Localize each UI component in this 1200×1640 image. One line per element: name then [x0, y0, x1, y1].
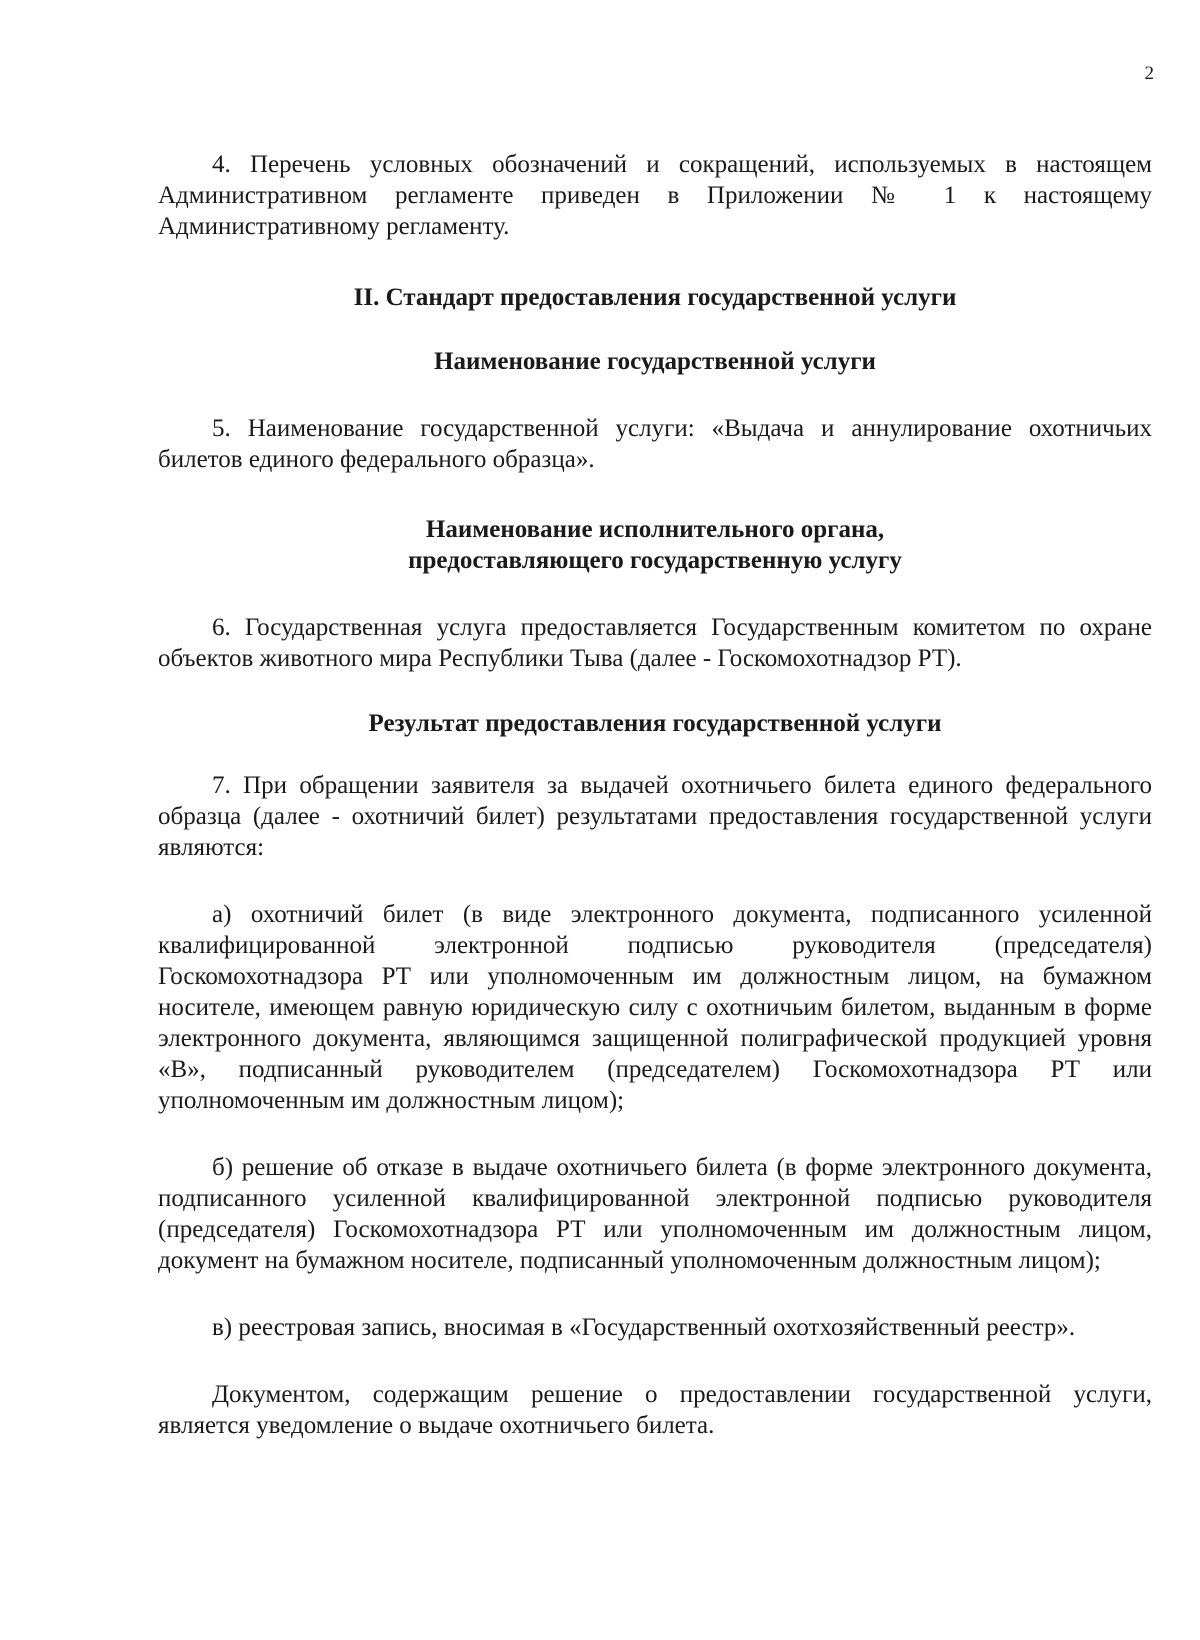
paragraph-7c: в) реестровая запись, вносимая в «Государственный охотхозяйственный реестр».	[212, 1314, 1076, 1341]
subheading-authority	[158, 514, 1152, 576]
paragraph-4: 4. Перечень условных обозначений и сокращений, используемых в настоящем Административном регламенте приведен в Приложении № 1 к настоящему Административному регламенту.	[158, 151, 1152, 240]
paragraph-6: 6. Государственная услуга предоставляется Государственным комитетом по охране объектов животного мира Республики Тыва (далее - Госкомохотнадзор РТ).	[158, 614, 1152, 672]
paragraph-final: Документом, содержащим решение о предоставлении государственной услуги, является уведомление о выдаче охотничьего билета.	[158, 1381, 1152, 1439]
paragraph-7: 7. При обращении заявителя за выдачей охотничьего билета единого федерального образца (далее - охотничий билет) результатами предоставления государственной услуги являются:	[158, 772, 1152, 861]
section-heading-standard: II. Стандарт предоставления государственной услуги	[353, 284, 957, 311]
document-body	[158, 149, 1152, 1441]
subheading-result: Результат предоставления государственной услуги	[368, 710, 942, 737]
paragraph-5: 5. Наименование государственной услуги: «Выдача и аннулирование охотничьих билетов единого федерального образца».	[158, 415, 1152, 473]
subheading-authority-line-1: Наименование исполнительного органа,	[425, 516, 885, 543]
page-number: 2	[1144, 63, 1154, 84]
paragraph-7a: а) охотничий билет (в виде электронного документа, подписанного усиленной квалифицированной электронной подписью руководителя (председателя) Госкомохотнадзора РТ или уполномоченным им должностным лицом, на бумажном носителе, имеющем равную юридическую силу с охотничьим билетом, выданным в форме электронного документа, являющимся защищенной полиграфической продукцией уровня «В», подписанный руководителем (председателем) Госкомохотнадзора РТ или уполномоченным им должностным лицом);	[158, 901, 1152, 1114]
paragraph-7b: б) решение об отказе в выдаче охотничьего билета (в форме электронного документа, подписанного усиленной квалифицированной электронной подписью руководителя (председателя) Госкомохотнадзора РТ или уполномоченным им должностным лицом, документ на бумажном носителе, подписанный уполномоченным должностным лицом);	[158, 1154, 1152, 1274]
subheading-authority-line-2: предоставляющего государственную услугу	[408, 547, 902, 574]
subheading-service-name: Наименование государственной услуги	[434, 348, 876, 375]
